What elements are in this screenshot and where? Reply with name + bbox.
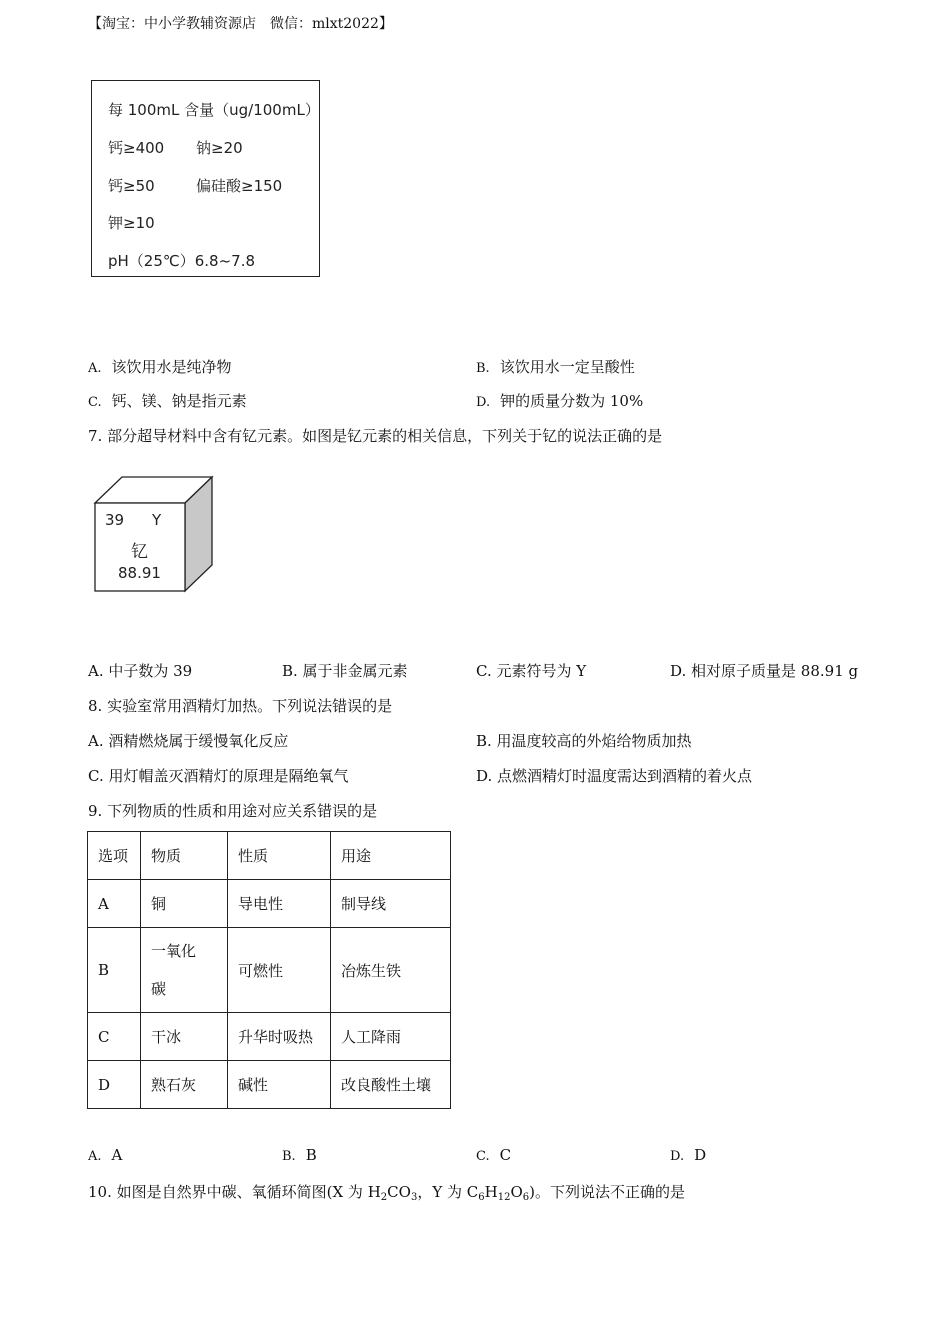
page-header: 【淘宝：中小学教辅资源店 微信：mlxt2022】: [88, 16, 393, 32]
table-cell: 人工降雨: [331, 1013, 451, 1061]
table-cell: 制导线: [331, 880, 451, 928]
label-ph: pH（25℃）6.8~7.8: [108, 252, 256, 270]
q8-option-c[interactable]: C. 用灯帽盖灭酒精灯的原理是隔绝氧气: [88, 767, 349, 785]
q7-option-c[interactable]: C. 元素符号为 Y: [476, 662, 587, 680]
q9-option-c[interactable]: C. C: [476, 1146, 512, 1164]
q9-property-table: [87, 831, 451, 1109]
q7-option-d[interactable]: D. 相对原子质量是 88.91 g: [670, 662, 859, 680]
table-row: [88, 1061, 451, 1109]
table-header-row: [88, 832, 451, 880]
table-cell: 升华时吸热: [228, 1013, 331, 1061]
q7-option-a[interactable]: A. 中子数为 39: [88, 662, 193, 680]
table-cell: 碱性: [228, 1061, 331, 1109]
q7-option-b[interactable]: B. 属于非金属元素: [282, 662, 408, 680]
q8-option-d[interactable]: D. 点燃酒精灯时温度需达到酒精的着火点: [476, 767, 753, 785]
table-header-cell: 物质: [141, 832, 228, 880]
table-cell: [141, 928, 228, 1013]
label-calcium: 钙≥400: [108, 139, 165, 157]
table-header-cell: 选项: [88, 832, 141, 880]
q8-option-a[interactable]: A. 酒精燃烧属于缓慢氧化反应: [88, 732, 289, 750]
q8-option-b[interactable]: B. 用温度较高的外焰给物质加热: [476, 732, 692, 750]
table-row: [88, 1013, 451, 1061]
label-potassium: 钾≥10: [108, 214, 155, 232]
q9-option-b[interactable]: B. B: [282, 1146, 317, 1164]
water-label-box: [91, 80, 320, 277]
table-cell: 熟石灰: [141, 1061, 228, 1109]
table-cell-line: 碳: [151, 980, 167, 998]
label-title: 每 100mL 含量（ug/100mL）: [108, 101, 320, 119]
table-cell: 冶炼生铁: [331, 928, 451, 1013]
element-name: 钇: [131, 542, 148, 562]
q9-option-a[interactable]: A. A: [88, 1146, 123, 1164]
table-header-cell: 用途: [331, 832, 451, 880]
q6-option-a[interactable]: A. 该饮用水是纯净物: [88, 358, 232, 376]
q9-option-d[interactable]: D. D: [670, 1146, 707, 1164]
label-metasilicic-acid: 偏硅酸≥150: [196, 177, 283, 195]
q9-stem: 9. 下列物质的性质和用途对应关系错误的是: [88, 802, 378, 820]
q6-option-c[interactable]: C. 钙、镁、钠是指元素: [88, 392, 247, 410]
label-calcium-2: 钙≥50: [108, 177, 155, 195]
table-row: [88, 880, 451, 928]
table-row: [88, 928, 451, 1013]
element-symbol: Y: [152, 511, 162, 529]
q6-option-b[interactable]: B. 该饮用水一定呈酸性: [476, 358, 635, 376]
q7-stem: 7. 部分超导材料中含有钇元素。如图是钇元素的相关信息，下列关于钇的说法正确的是: [88, 427, 663, 445]
table-cell-line: 一氧化: [151, 942, 197, 960]
element-atomic-number: 39: [105, 511, 125, 529]
table-cell: A: [88, 880, 141, 928]
table-cell: 导电性: [228, 880, 331, 928]
q8-stem: 8. 实验室常用酒精灯加热。下列说法错误的是: [88, 697, 393, 715]
element-mass: 88.91: [118, 564, 161, 582]
label-sodium: 钠≥20: [196, 139, 243, 157]
table-cell: D: [88, 1061, 141, 1109]
table-header-cell: 性质: [228, 832, 331, 880]
table-cell: C: [88, 1013, 141, 1061]
table-cell: 干冰: [141, 1013, 228, 1061]
table-cell: B: [88, 928, 141, 1013]
q10-stem: 10. 如图是自然界中碳、氧循环简图(X 为 $H_2CO_3$，Y 为 $C_6H_{12}O_6$)。下列说法不正确的是: [88, 1183, 685, 1203]
table-cell: 可燃性: [228, 928, 331, 1013]
q6-option-d[interactable]: D. 钾的质量分数为 10%: [476, 392, 644, 410]
table-cell: 改良酸性土壤: [331, 1061, 451, 1109]
table-cell: 铜: [141, 880, 228, 928]
